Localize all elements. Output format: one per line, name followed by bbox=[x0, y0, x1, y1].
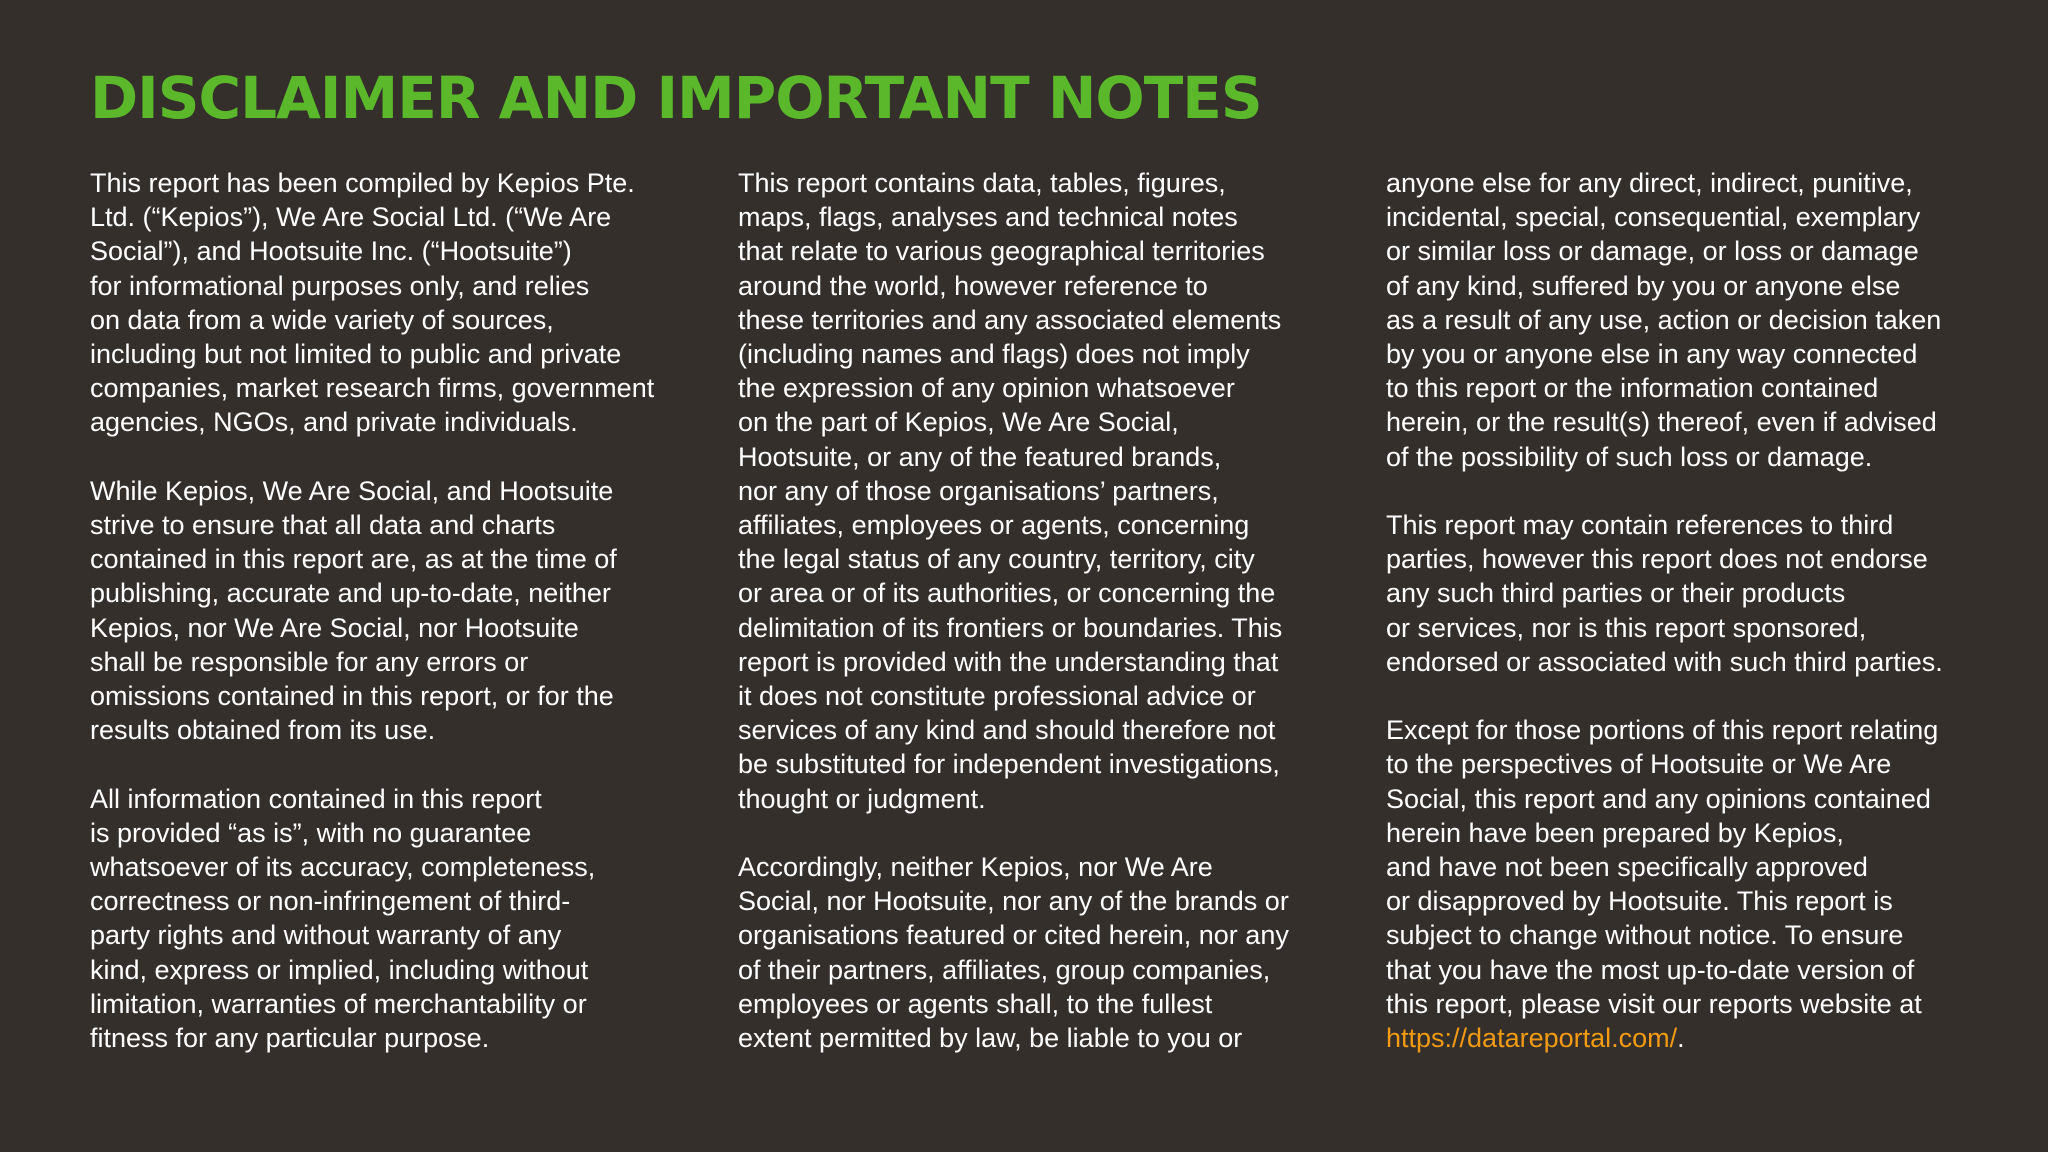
text-line: Accordingly, neither Kepios, nor We Are bbox=[738, 852, 1213, 883]
text-line: that you have the most up-to-date version of bbox=[1386, 954, 1915, 985]
text-line: shall be responsible for any errors or bbox=[90, 646, 529, 677]
text-line: or area or of its authorities, or concerning the bbox=[738, 578, 1276, 609]
disclaimer-paragraph bbox=[90, 782, 654, 1056]
page-title: DISCLAIMER AND IMPORTANT NOTES bbox=[90, 64, 1262, 132]
text-line: to this report or the information contained bbox=[1386, 373, 1879, 404]
text-line: companies, market research firms, government bbox=[90, 373, 655, 404]
disclaimer-paragraph bbox=[90, 474, 654, 748]
text-line: employees or agents shall, to the fullest bbox=[738, 988, 1213, 1019]
link-line bbox=[1386, 1021, 1943, 1055]
text-line: This report has been compiled by Kepios Pte. bbox=[90, 168, 635, 198]
text-line: This report contains data, tables, figures, bbox=[738, 168, 1226, 198]
text-line: or disapproved by Hootsuite. This report is bbox=[1386, 886, 1893, 917]
text-line: omissions contained in this report, or for the bbox=[90, 681, 614, 712]
text-line: organisations featured or cited herein, nor any bbox=[738, 920, 1289, 951]
text-line: any such third parties or their products bbox=[1386, 578, 1846, 609]
text-line: herein, or the result(s) thereof, even if advised bbox=[1386, 407, 1937, 438]
disclaimer-paragraph bbox=[1386, 166, 1943, 474]
text-line: herein have been prepared by Kepios, bbox=[1386, 817, 1844, 848]
text-line: is provided “as is”, with no guarantee bbox=[90, 817, 532, 848]
text-line: results obtained from its use. bbox=[90, 715, 436, 746]
text-line: All information contained in this report bbox=[90, 783, 542, 814]
text-line: this report, please visit our reports website at bbox=[1386, 988, 1922, 1019]
text-line: affiliates, employees or agents, concerning bbox=[738, 510, 1250, 541]
disclaimer-paragraph bbox=[738, 850, 1289, 1055]
text-line: including but not limited to public and private bbox=[90, 339, 622, 370]
text-line: it does not constitute professional advice or bbox=[738, 681, 1256, 712]
text-line: or similar loss or damage, or loss or damage bbox=[1386, 236, 1919, 267]
text-line: thought or judgment. bbox=[738, 783, 986, 814]
text-line: be substituted for independent investigations, bbox=[738, 749, 1280, 780]
text-line: and have not been specifically approved bbox=[1386, 852, 1868, 883]
text-line: Social, nor Hootsuite, nor any of the brands or bbox=[738, 886, 1289, 917]
text-line: Social”), and Hootsuite Inc. (“Hootsuite”) bbox=[90, 236, 572, 267]
text-line: contained in this report are, as at the time of bbox=[90, 544, 617, 575]
website-link[interactable]: https://datareportal.com/ bbox=[1386, 1023, 1678, 1054]
text-line: the legal status of any country, territory, city bbox=[738, 544, 1255, 575]
text-line: delimitation of its frontiers or boundaries. This bbox=[738, 612, 1283, 643]
text-line: as a result of any use, action or decision taken bbox=[1386, 304, 1942, 335]
text-line: incidental, special, consequential, exemplary bbox=[1386, 202, 1921, 233]
text-line: anyone else for any direct, indirect, punitive, bbox=[1386, 168, 1913, 198]
text-line: Except for those portions of this report relating bbox=[1386, 715, 1939, 746]
text-line: on data from a wide variety of sources, bbox=[90, 304, 554, 335]
text-line: party rights and without warranty of any bbox=[90, 920, 562, 951]
text-line: This report may contain references to third bbox=[1386, 510, 1894, 541]
link-suffix: . bbox=[1677, 1023, 1685, 1054]
text-line: limitation, warranties of merchantability or bbox=[90, 988, 587, 1019]
text-line: subject to change without notice. To ensure bbox=[1386, 920, 1904, 951]
text-line: on the part of Kepios, We Are Social, bbox=[738, 407, 1179, 438]
disclaimer-paragraph bbox=[1386, 713, 1943, 1055]
text-line: for informational purposes only, and relies bbox=[90, 270, 590, 301]
disclaimer-paragraph bbox=[738, 166, 1289, 816]
text-line: extent permitted by law, be liable to you or bbox=[738, 1023, 1243, 1054]
text-line: nor any of those organisations’ partners, bbox=[738, 475, 1219, 506]
text-line: Ltd. (“Kepios”), We Are Social Ltd. (“We Are bbox=[90, 202, 612, 233]
text-line: Hootsuite, or any of the featured brands, bbox=[738, 441, 1222, 472]
text-line: these territories and any associated elements bbox=[738, 304, 1282, 335]
text-line: around the world, however reference to bbox=[738, 270, 1208, 301]
text-line: agencies, NGOs, and private individuals. bbox=[90, 407, 578, 438]
text-line: report is provided with the understanding that bbox=[738, 646, 1279, 677]
text-line: fitness for any particular purpose. bbox=[90, 1023, 490, 1054]
text-line: (including names and flags) does not imply bbox=[738, 339, 1250, 370]
column-2 bbox=[738, 166, 1289, 1089]
text-line: parties, however this report does not endorse bbox=[1386, 544, 1928, 575]
text-line: the expression of any opinion whatsoever bbox=[738, 373, 1235, 404]
text-line: correctness or non-infringement of third- bbox=[90, 886, 571, 917]
text-line: Social, this report and any opinions contained bbox=[1386, 783, 1931, 814]
text-line: of their partners, affiliates, group companies, bbox=[738, 954, 1271, 985]
text-line: by you or anyone else in any way connected bbox=[1386, 339, 1918, 370]
disclaimer-paragraph bbox=[1386, 508, 1943, 679]
text-line: publishing, accurate and up-to-date, neither bbox=[90, 578, 611, 609]
column-3 bbox=[1386, 166, 1943, 1089]
text-line: kind, express or implied, including without bbox=[90, 954, 589, 985]
text-line: or services, nor is this report sponsored, bbox=[1386, 612, 1867, 643]
text-line: endorsed or associated with such third parties. bbox=[1386, 646, 1943, 677]
disclaimer-paragraph bbox=[90, 166, 654, 440]
text-line: services of any kind and should therefore not bbox=[738, 715, 1276, 746]
text-line: that relate to various geographical territories bbox=[738, 236, 1265, 267]
text-line: Kepios, nor We Are Social, nor Hootsuite bbox=[90, 612, 579, 643]
text-line: of the possibility of such loss or damage. bbox=[1386, 441, 1873, 472]
text-line: While Kepios, We Are Social, and Hootsuite bbox=[90, 475, 614, 506]
text-line: of any kind, suffered by you or anyone else bbox=[1386, 270, 1901, 301]
text-line: whatsoever of its accuracy, completeness, bbox=[90, 852, 596, 883]
text-line: to the perspectives of Hootsuite or We Are bbox=[1386, 749, 1892, 780]
column-1 bbox=[90, 166, 654, 1089]
text-line: strive to ensure that all data and charts bbox=[90, 510, 556, 541]
text-line: maps, flags, analyses and technical notes bbox=[738, 202, 1238, 233]
